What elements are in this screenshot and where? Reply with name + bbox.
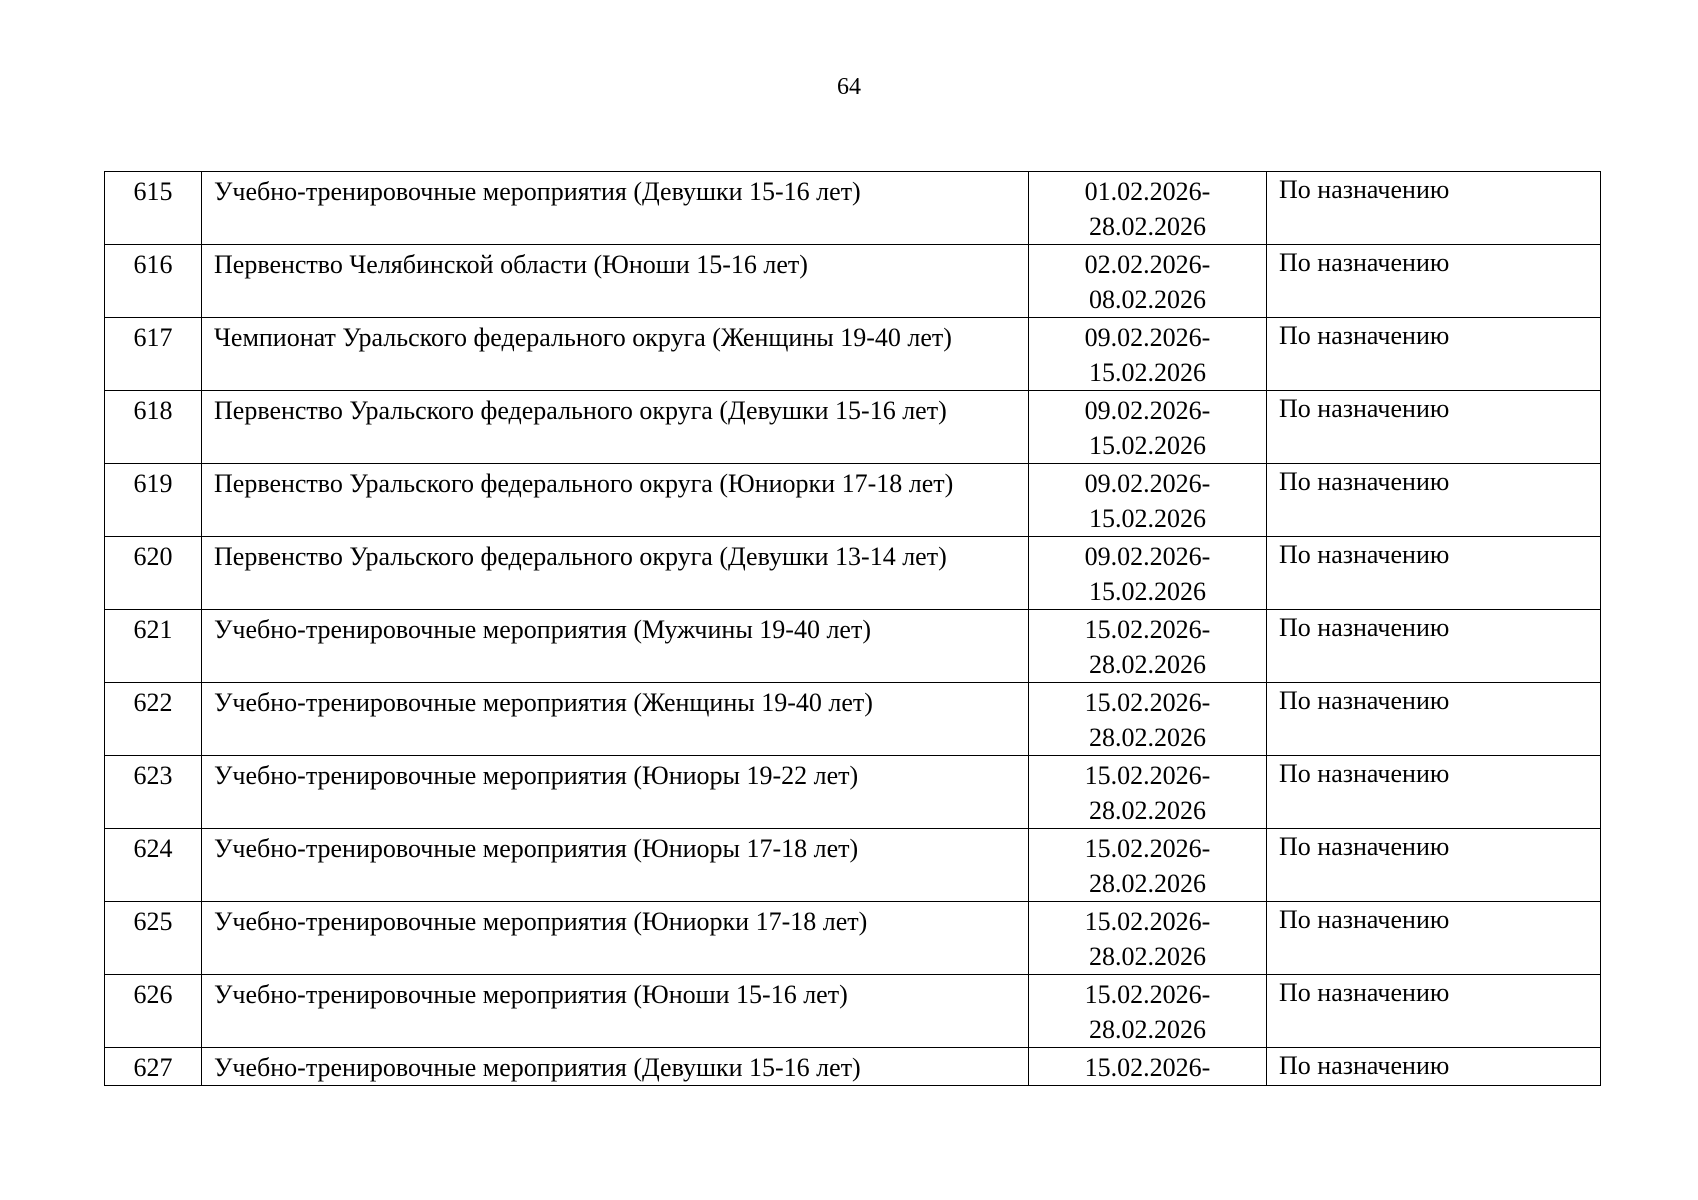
date-end: 28.02.2026 — [1089, 1015, 1206, 1044]
event-place: По назначению — [1267, 172, 1601, 245]
date-start: 15.02.2026- — [1084, 1053, 1211, 1082]
event-dates — [1029, 610, 1267, 683]
event-name: Первенство Уральского федерального округа (Девушки 15-16 лет) — [202, 391, 1029, 464]
date-end: 28.02.2026 — [1089, 723, 1206, 752]
date-end: 28.02.2026 — [1089, 212, 1206, 241]
event-place: По назначению — [1267, 1048, 1601, 1086]
table-row — [105, 318, 1601, 391]
date-end: 28.02.2026 — [1089, 942, 1206, 971]
event-name: Учебно-тренировочные мероприятия (Мужчины 19-40 лет) — [202, 610, 1029, 683]
event-place: По назначению — [1267, 610, 1601, 683]
date-start: 15.02.2026- — [1084, 615, 1211, 644]
date-end: 15.02.2026 — [1089, 577, 1206, 606]
table-row — [105, 1048, 1601, 1086]
date-start: 01.02.2026- — [1084, 177, 1211, 206]
date-start: 09.02.2026- — [1084, 323, 1211, 352]
row-number: 621 — [105, 610, 202, 683]
event-name: Учебно-тренировочные мероприятия (Девушки 15-16 лет) — [202, 1048, 1029, 1086]
event-dates — [1029, 683, 1267, 756]
table-row — [105, 391, 1601, 464]
date-start: 15.02.2026- — [1084, 907, 1211, 936]
row-number: 620 — [105, 537, 202, 610]
table-row — [105, 537, 1601, 610]
date-end: 28.02.2026 — [1089, 650, 1206, 679]
row-number: 616 — [105, 245, 202, 318]
event-name: Учебно-тренировочные мероприятия (Юноши 15-16 лет) — [202, 975, 1029, 1048]
table-row — [105, 975, 1601, 1048]
table-row — [105, 756, 1601, 829]
event-name: Учебно-тренировочные мероприятия (Женщины 19-40 лет) — [202, 683, 1029, 756]
row-number: 622 — [105, 683, 202, 756]
event-dates — [1029, 1048, 1267, 1086]
table-row — [105, 464, 1601, 537]
event-name: Чемпионат Уральского федерального округа (Женщины 19-40 лет) — [202, 318, 1029, 391]
event-name: Учебно-тренировочные мероприятия (Юниоры 17-18 лет) — [202, 829, 1029, 902]
date-start: 09.02.2026- — [1084, 469, 1211, 498]
date-start: 15.02.2026- — [1084, 980, 1211, 1009]
event-name: Учебно-тренировочные мероприятия (Юниоры 19-22 лет) — [202, 756, 1029, 829]
event-dates — [1029, 829, 1267, 902]
table-row — [105, 683, 1601, 756]
event-place: По назначению — [1267, 318, 1601, 391]
date-start: 15.02.2026- — [1084, 688, 1211, 717]
event-dates — [1029, 245, 1267, 318]
event-dates — [1029, 391, 1267, 464]
event-name: Первенство Уральского федерального округа (Девушки 13-14 лет) — [202, 537, 1029, 610]
event-dates — [1029, 902, 1267, 975]
date-end: 28.02.2026 — [1089, 796, 1206, 825]
event-place: По назначению — [1267, 902, 1601, 975]
event-place: По назначению — [1267, 683, 1601, 756]
page-number: 64 — [837, 74, 861, 100]
event-dates — [1029, 975, 1267, 1048]
row-number: 619 — [105, 464, 202, 537]
row-number: 625 — [105, 902, 202, 975]
event-place: По назначению — [1267, 975, 1601, 1048]
row-number: 617 — [105, 318, 202, 391]
date-start: 09.02.2026- — [1084, 396, 1211, 425]
date-start: 15.02.2026- — [1084, 761, 1211, 790]
event-place: По назначению — [1267, 829, 1601, 902]
event-place: По назначению — [1267, 756, 1601, 829]
table-row — [105, 172, 1601, 245]
date-start: 02.02.2026- — [1084, 250, 1211, 279]
table-row — [105, 245, 1601, 318]
event-dates — [1029, 537, 1267, 610]
schedule-table — [104, 171, 1601, 1086]
event-name: Первенство Челябинской области (Юноши 15-16 лет) — [202, 245, 1029, 318]
event-name: Учебно-тренировочные мероприятия (Юниорки 17-18 лет) — [202, 902, 1029, 975]
event-dates — [1029, 172, 1267, 245]
row-number: 623 — [105, 756, 202, 829]
event-dates — [1029, 756, 1267, 829]
date-end: 15.02.2026 — [1089, 431, 1206, 460]
row-number: 627 — [105, 1048, 202, 1086]
date-end: 28.02.2026 — [1089, 869, 1206, 898]
event-dates — [1029, 464, 1267, 537]
table-row — [105, 902, 1601, 975]
table-row — [105, 610, 1601, 683]
event-name: Учебно-тренировочные мероприятия (Девушки 15-16 лет) — [202, 172, 1029, 245]
event-place: По назначению — [1267, 464, 1601, 537]
event-dates — [1029, 318, 1267, 391]
row-number: 615 — [105, 172, 202, 245]
row-number: 618 — [105, 391, 202, 464]
date-end: 15.02.2026 — [1089, 504, 1206, 533]
row-number: 626 — [105, 975, 202, 1048]
date-start: 15.02.2026- — [1084, 834, 1211, 863]
row-number: 624 — [105, 829, 202, 902]
date-end: 08.02.2026 — [1089, 285, 1206, 314]
table-row — [105, 829, 1601, 902]
event-place: По назначению — [1267, 391, 1601, 464]
date-end: 15.02.2026 — [1089, 358, 1206, 387]
event-place: По назначению — [1267, 537, 1601, 610]
event-name: Первенство Уральского федерального округа (Юниорки 17-18 лет) — [202, 464, 1029, 537]
event-place: По назначению — [1267, 245, 1601, 318]
date-start: 09.02.2026- — [1084, 542, 1211, 571]
